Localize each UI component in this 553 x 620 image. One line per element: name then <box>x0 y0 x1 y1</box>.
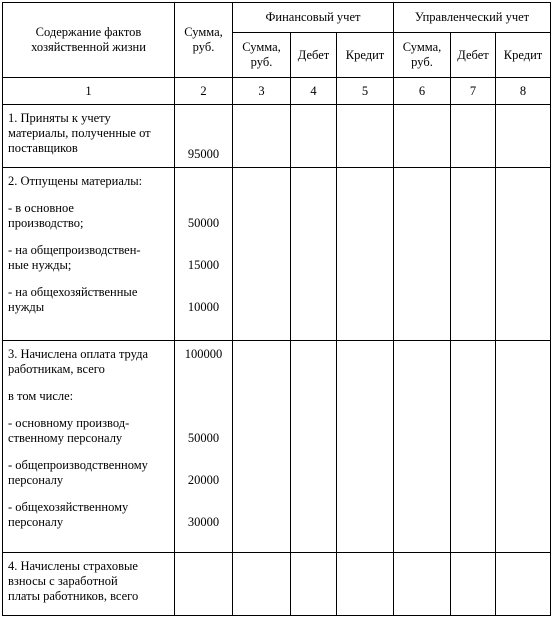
column-number: 8 <box>496 78 551 105</box>
fact-sum: 100000 50000 20000 30000 <box>175 341 233 553</box>
mgmt-debit-cell <box>451 341 496 553</box>
fact-description: 1. Приняты к учету материалы, полученные от поставщиков <box>3 105 175 168</box>
fact-description: 4. Начислены страховые взносы с заработной платы работников, всего <box>3 553 175 616</box>
fin-debit-cell <box>291 341 337 553</box>
fin-credit-header: Кредит <box>337 33 394 78</box>
fact-description: 2. Отпущены материалы: - в основное производство; - на общепроизводствен- ные нужды; - на общехозяйственные нужды <box>3 168 175 341</box>
mgmt-credit-cell <box>496 341 551 553</box>
facts-column-header: Содержание фактов хозяйственной жизни <box>3 3 175 78</box>
column-number: 3 <box>233 78 291 105</box>
table-row <box>3 553 551 616</box>
fact-description: 3. Начислена оплата труда работникам, всего в том числе: - основному производ- ственному персоналу - общепроизводственному персоналу - общехозяйственному персоналу <box>3 341 175 553</box>
mgmt-sum-header: Сумма, руб. <box>394 33 451 78</box>
fin-credit-cell <box>337 553 394 616</box>
fact-sum: 50000 15000 10000 <box>175 168 233 341</box>
table-row <box>3 341 551 553</box>
table-row <box>3 168 551 341</box>
fin-sum-cell <box>233 341 291 553</box>
mgmt-sum-cell <box>394 105 451 168</box>
mgmt-sum-cell <box>394 341 451 553</box>
column-number-row <box>3 78 551 105</box>
mgmt-sum-cell <box>394 168 451 341</box>
fin-sum-header: Сумма, руб. <box>233 33 291 78</box>
fin-debit-cell <box>291 105 337 168</box>
fin-credit-cell <box>337 105 394 168</box>
column-number: 2 <box>175 78 233 105</box>
management-accounting-header: Управленческий учет <box>394 3 551 33</box>
fin-credit-cell <box>337 168 394 341</box>
financial-accounting-header: Финансовый учет <box>233 3 394 33</box>
mgmt-credit-header: Кредит <box>496 33 551 78</box>
table-row <box>3 105 551 168</box>
mgmt-debit-cell <box>451 168 496 341</box>
mgmt-debit-header: Дебет <box>451 33 496 78</box>
mgmt-debit-cell <box>451 553 496 616</box>
mgmt-credit-cell <box>496 553 551 616</box>
column-number: 6 <box>394 78 451 105</box>
fact-sum: 95000 <box>175 105 233 168</box>
fin-credit-cell <box>337 341 394 553</box>
mgmt-sum-cell <box>394 553 451 616</box>
header-row-top <box>3 3 551 33</box>
fact-sum <box>175 553 233 616</box>
fin-sum-cell <box>233 105 291 168</box>
fin-sum-cell <box>233 553 291 616</box>
column-number: 7 <box>451 78 496 105</box>
column-number: 1 <box>3 78 175 105</box>
column-number: 4 <box>291 78 337 105</box>
fin-debit-cell <box>291 168 337 341</box>
mgmt-credit-cell <box>496 105 551 168</box>
fin-debit-cell <box>291 553 337 616</box>
column-number: 5 <box>337 78 394 105</box>
fin-sum-cell <box>233 168 291 341</box>
mgmt-credit-cell <box>496 168 551 341</box>
accounting-table <box>2 2 551 616</box>
mgmt-debit-cell <box>451 105 496 168</box>
fin-debit-header: Дебет <box>291 33 337 78</box>
sum-column-header: Сумма, руб. <box>175 3 233 78</box>
